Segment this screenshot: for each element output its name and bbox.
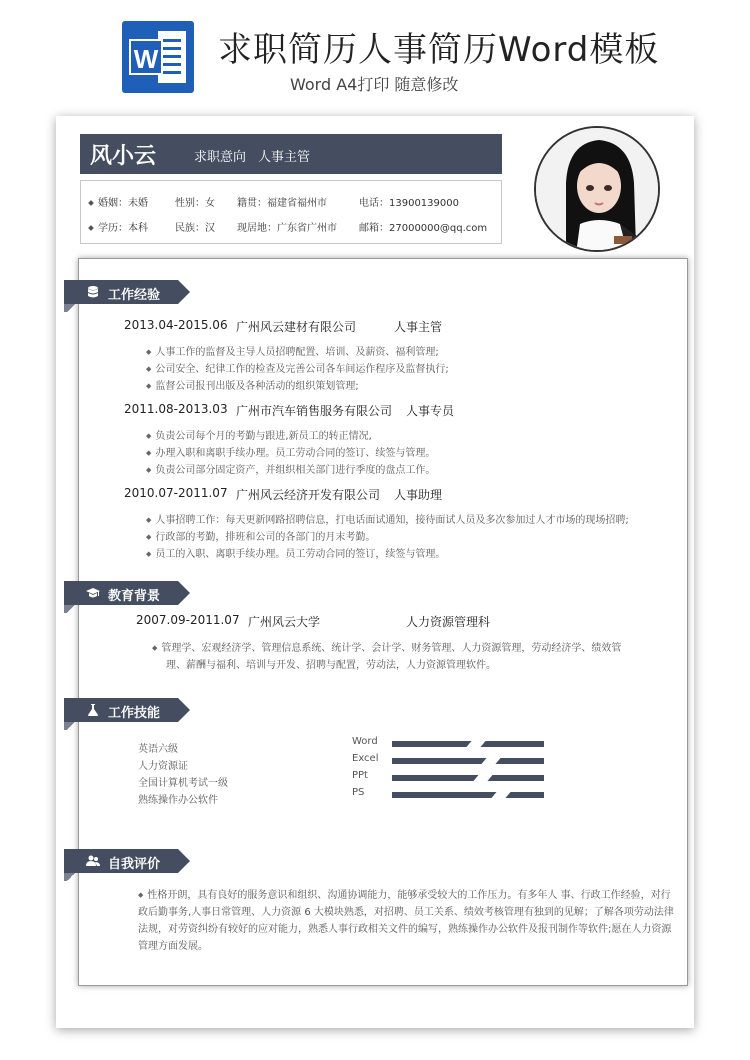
logo-letter: W [129,39,163,75]
job-2-company: 广州市汽车销售服务有限公司 [236,404,393,418]
info-hometown: 籍贯：福建省福州市 [237,198,327,209]
job-1-company: 广州风云建材有限公司 [236,320,357,334]
job-1-duty: ◆ 监督公司报刊出版及各种活动的组织策划管理; [146,377,359,392]
job-2-duty: ◆ 负责公司每个月的考勤与跟进,新员工的转正情况, [146,427,372,442]
info-gender: 性别：女 [175,198,215,209]
evaluation-line: 管理方面发展。 [138,941,208,952]
section-skills-title: 工作技能 [108,706,161,721]
info-phone: 电话：13900139000 [359,198,459,209]
section-eval-title: 自我评价 [108,857,161,872]
skill-level-bar [392,758,544,764]
section-work-title: 工作经验 [108,288,161,303]
section-skills-header [64,698,178,722]
edu-courses-cont: 理、薪酬与福利、培训与开发、招聘与配置，劳动法，人力资源管理软件。 [166,660,496,671]
skill-level-label: Word [352,736,378,747]
skill-level-label: Excel [352,753,379,764]
job-1-duty: ◆ 公司安全、纪律工作的检查及完善公司各车间运作程序及监督执行; [146,360,449,375]
job-2-duty: ◆ 负责公司部分固定资产，并组织相关部门进行季度的盘点工作。 [146,461,435,476]
skill-item: 熟练操作办公软件 [138,795,218,806]
info-ethnicity: 民族：汉 [175,223,215,234]
edu-courses: ◆ 管理学、宏观经济学、管理信息系统、统计学、会计学、财务管理、人力资源管理，劳动经济学、绩效管 [152,639,621,654]
page-title: 求职简历人事简历Word模板 [218,30,660,70]
evaluation-line: 法规，对劳资纠纷有较好的应对能力，熟悉人事行政相关文件的编写，熟练操作办公软件及报刊制作等软件;愿在人力资源 [138,924,672,935]
job-1-period: 2013.04-2015.06 [124,318,228,332]
section-edu-header [64,581,178,605]
section-edu-title: 教育背景 [108,589,161,604]
edu-school: 广州风云大学 [248,615,321,629]
objective-value: 人事主管 [258,150,311,165]
database-icon [86,285,100,299]
info-email: 邮箱：27000000@qq.com [359,223,488,234]
candidate-name: 风小云 [90,144,157,169]
skill-item: 全国计算机考试一级 [138,778,228,789]
edu-period: 2007.09-2011.07 [136,613,240,627]
job-2-duty: ◆ 办理入职和离职手续办理。员工劳动合同的签订、续签与管理。 [146,444,435,459]
section-work-header [64,280,178,304]
header-banner [0,0,750,108]
job-1-position: 人事主管 [394,320,443,334]
flask-icon [86,703,100,717]
skill-level-bar [392,775,544,781]
info-marital: 婚姻：未婚 [89,194,148,209]
skill-level-bar [392,792,544,798]
job-3-duty: ◆ 行政部的考勤，排班和公司的各部门的月末考勤。 [146,528,375,543]
info-residence: 现居地：广东省广州市 [237,223,337,234]
skill-item: 英语六级 [138,744,178,755]
avatar [534,126,660,252]
job-2-position: 人事专员 [406,404,455,418]
page-subtitle: Word A4打印 随意修改 [290,75,459,94]
skill-item: 人力资源证 [138,761,188,772]
graduation-cap-icon [86,586,100,600]
job-3-duty: ◆ 员工的入职、离职手续办理。员工劳动合同的签订，续签与管理。 [146,545,445,560]
word-document-icon [122,21,194,93]
objective-label: 求职意向 [194,150,247,165]
job-1-duty: ◆ 人事工作的监督及主导人员招聘配置、培训、及薪资、福利管理; [146,343,439,358]
users-icon [86,854,100,868]
evaluation-line: 政后勤事务,人事日常管理、人力资源 6 大模块熟悉，对招聘、员工关系、绩效考核管理有独到的见解；了解各项劳动法律 [138,907,674,918]
section-eval-header [64,849,178,873]
job-2-period: 2011.08-2013.03 [124,402,228,416]
personal-info [80,180,502,244]
info-education: 学历：本科 [89,219,148,234]
evaluation-line: ◆ 性格开朗，具有良好的服务意识和组织、沟通协调能力，能够承受较大的工作压力。有多年人 事、行政工作经验，对行 [138,886,671,901]
job-3-duty: ◆ 人事招聘工作：每天更新网路招聘信息，打电话面试通知，接待面试人员及多次参加过人才市场的现场招聘; [146,511,629,526]
job-3-position: 人事助理 [394,488,443,502]
skill-level-label: PS [352,787,365,798]
job-3-company: 广州风云经济开发有限公司 [236,488,381,502]
skill-level-label: PPt [352,770,368,781]
job-3-period: 2010.07-2011.07 [124,486,228,500]
name-bar [80,134,502,174]
edu-major: 人力资源管理科 [406,615,491,629]
